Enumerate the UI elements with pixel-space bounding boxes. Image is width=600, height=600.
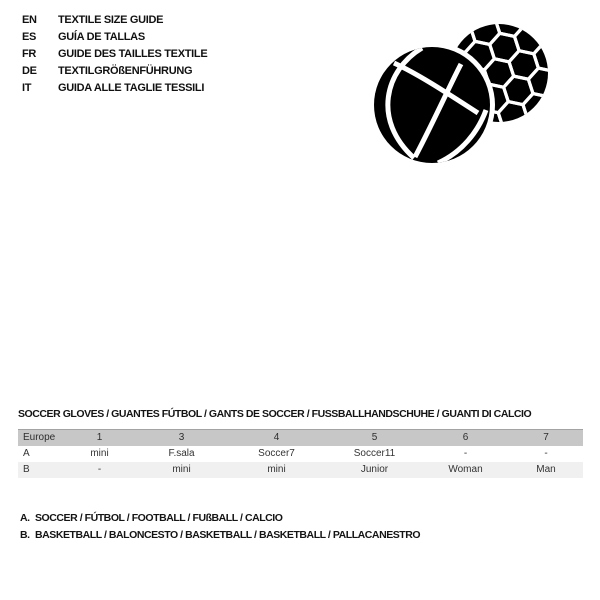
size-table-title: SOCCER GLOVES / GUANTES FÚTBOL / GANTS DE SOCCER / FUSSBALLHANDSCHUHE / GUANTI DI CALCIO	[18, 408, 532, 420]
header-cell-size: 1	[62, 430, 137, 447]
footnote-a	[20, 510, 420, 527]
table-row-b	[18, 462, 583, 478]
table-cell: Soccer11	[327, 446, 422, 462]
header-cell-europe: Europe	[18, 430, 62, 447]
lang-title: GUIDA ALLE TAGLIE TESSILI	[58, 82, 205, 94]
lang-title: GUIDE DES TAILLES TEXTILE	[58, 48, 208, 60]
table-cell: mini	[137, 462, 226, 478]
footnotes	[20, 510, 420, 543]
lang-row-es	[22, 29, 207, 46]
table-cell: Soccer7	[226, 446, 327, 462]
lang-title: TEXTILE SIZE GUIDE	[58, 14, 164, 26]
size-table	[18, 429, 583, 478]
lang-code: EN	[22, 14, 37, 26]
row-label: A	[18, 446, 62, 462]
lang-code: IT	[22, 82, 32, 94]
footnote-text: SOCCER / FÚTBOL / FOOTBALL / FUßBALL / CALCIO	[35, 512, 283, 524]
table-cell: mini	[62, 446, 137, 462]
basketball-icon	[369, 42, 495, 168]
table-cell: Junior	[327, 462, 422, 478]
table-cell: Woman	[422, 462, 509, 478]
table-cell: mini	[226, 462, 327, 478]
language-title-list	[22, 12, 207, 97]
footnote-label: B.	[20, 528, 30, 541]
table-cell: F.sala	[137, 446, 226, 462]
lang-row-it	[22, 80, 207, 97]
row-label: B	[18, 462, 62, 478]
header-cell-size: 6	[422, 430, 509, 447]
lang-code: FR	[22, 48, 37, 60]
lang-row-fr	[22, 46, 207, 63]
footnote-text: BASKETBALL / BALONCESTO / BASKETBALL / BASKETBALL / PALLACANESTRO	[35, 528, 421, 541]
footnote-label: A.	[20, 512, 30, 524]
table-header-row	[18, 430, 583, 447]
table-cell: -	[62, 462, 137, 478]
lang-row-de	[22, 63, 207, 80]
header-cell-size: 5	[327, 430, 422, 447]
footnote-b	[20, 527, 420, 544]
table-cell: -	[422, 446, 509, 462]
table-cell: -	[509, 446, 583, 462]
lang-code: DE	[22, 65, 37, 77]
table-row-a	[18, 446, 583, 462]
lang-row-en	[22, 12, 207, 29]
lang-title: GUÍA DE TALLAS	[58, 31, 145, 43]
balls-illustration	[360, 15, 560, 175]
lang-title: TEXTILGRÖßENFÜHRUNG	[58, 65, 193, 77]
lang-code: ES	[22, 31, 37, 43]
table-cell: Man	[509, 462, 583, 478]
header-cell-size: 7	[509, 430, 583, 447]
header-cell-size: 4	[226, 430, 327, 447]
header-cell-size: 3	[137, 430, 226, 447]
